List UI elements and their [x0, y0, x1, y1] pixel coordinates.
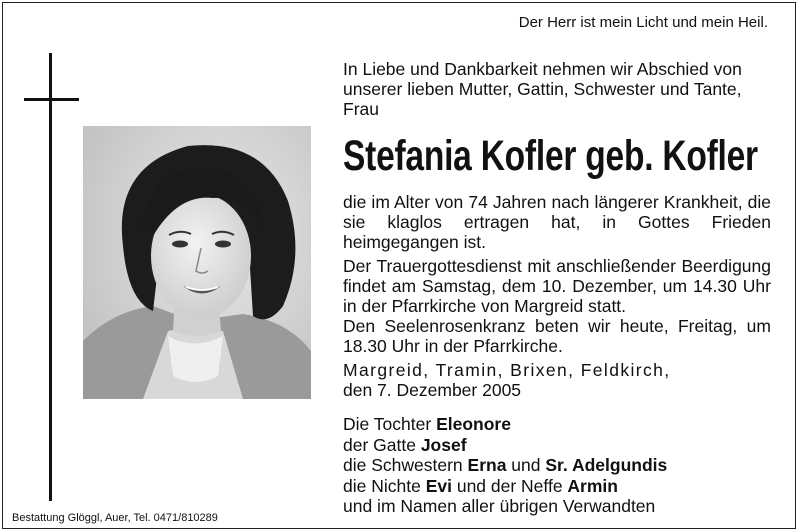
family-line: und im Namen aller übrigen Verwandten	[343, 496, 656, 516]
funeral-home-footer: Bestattung Glöggl, Auer, Tel. 0471/810289	[12, 512, 218, 524]
motto: Der Herr ist mein Licht und mein Heil.	[518, 14, 768, 31]
family-line: die Nichte Evi und der Neffe Armin	[343, 475, 618, 496]
deceased-name: Stefania Kofler geb. Kofler	[343, 132, 758, 180]
paragraph-passing: die im Alter von 74 Jahren nach längerer Krankheit, die sie klaglos ertragen hat, in Gottes Frieden heimgegangen ist.	[343, 192, 771, 252]
family-line: der Gatte Josef	[343, 434, 467, 455]
cross-bar	[24, 98, 79, 101]
places-line: Margreid, Tramin, Brixen, Feldkirch,	[343, 360, 671, 380]
paragraph-funeral: Der Trauergottesdienst mit anschließender Beerdigung findet am Samstag, dem 10. Dezember, um 14.30 Uhr in der Pfarrkirche von Margreid statt.	[343, 256, 771, 316]
family-list	[343, 414, 771, 517]
family-line: die Schwestern Erna und Sr. Adelgundis	[343, 455, 668, 475]
paragraph-rosary: Den Seelenrosenkranz beten wir heute, Freitag, um 18.30 Uhr in der Pfarrkirche.	[343, 316, 771, 356]
date-line: den 7. Dezember 2005	[343, 380, 522, 400]
family-line: Die Tochter Eleonore	[343, 414, 511, 434]
cross-icon	[49, 53, 52, 501]
intro-text: In Liebe und Dankbarkeit nehmen wir Abschied von unserer lieben Mutter, Gattin, Schwester und Tante, Frau	[343, 59, 742, 119]
portrait-photo	[83, 126, 311, 399]
